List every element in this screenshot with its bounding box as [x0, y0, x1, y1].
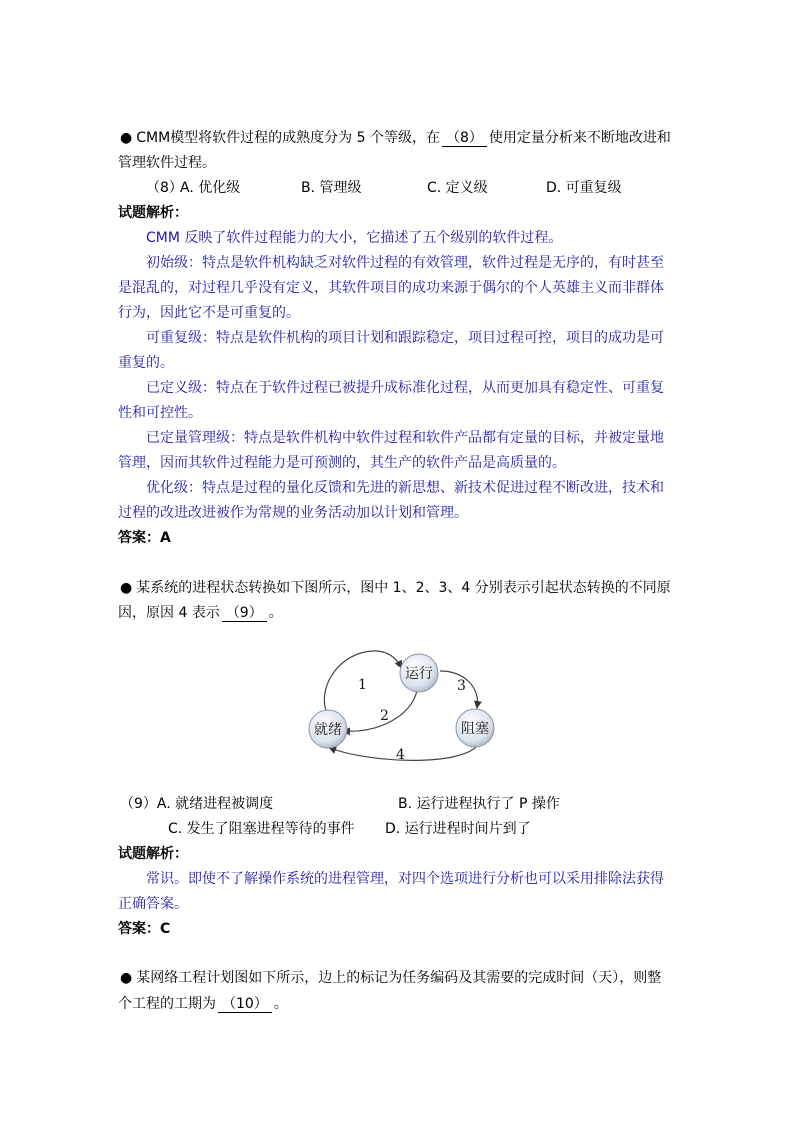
- bullet-icon: ●: [120, 580, 133, 596]
- q8-option-d: D. 可重复级: [546, 180, 622, 196]
- q9-stem-line-1: [120, 578, 671, 598]
- q10-stem-line-2: [118, 994, 288, 1014]
- edge-2-label: 2: [380, 708, 389, 724]
- q8-analysis-line: 已定义级：特点在于软件过程已被提升成标准化过程，从而更加具有稳定性、可重复: [146, 380, 664, 396]
- q9-options-row-1: [120, 794, 273, 814]
- q8-stem-line-2: 管理软件过程。: [118, 155, 216, 171]
- edge-1-label: 1: [358, 677, 367, 693]
- edge-3-label: 3: [457, 678, 466, 694]
- state-running-label: 运行: [405, 666, 433, 682]
- q8-analysis-line: 管理，因而其软件过程能力是可预测的，其生产的软件产品是高质量的。: [118, 455, 566, 471]
- q9-stem-b: 因，原因 4 表示: [118, 605, 220, 621]
- q8-option-a: A. 优化级: [180, 180, 241, 196]
- q8-stem-line-1: [120, 128, 671, 148]
- q8-analysis-line: 重复的。: [118, 355, 174, 371]
- process-state-diagram: [300, 645, 510, 770]
- q9-option-c: C. 发生了阻塞进程等待的事件: [168, 821, 355, 837]
- q10-stem-line-1: [120, 968, 661, 988]
- q9-analysis-line: 常识。即使不了解操作系统的进程管理，对四个选项进行分析也可以采用排除法获得: [146, 871, 664, 887]
- q8-answer: 答案：A: [118, 530, 171, 546]
- state-blocked-label: 阻塞: [461, 721, 489, 737]
- q9-answer: 答案：C: [118, 921, 171, 937]
- q9-options-prefix: （9）: [120, 796, 157, 812]
- q8-analysis-line: 可重复级：特点是软件机构的项目计划和跟踪稳定，项目过程可控，项目的成功是可: [146, 330, 664, 346]
- q8-stem-a: CMM模型将软件过程的成熟度分为 5 个等级，在: [136, 130, 440, 146]
- q9-option-a: A. 就绪进程被调度: [156, 796, 274, 812]
- q8-blank: （8）: [442, 130, 487, 147]
- q8-analysis-line: 性和可控性。: [118, 405, 202, 421]
- q9-analysis-label: 试题解析：: [118, 846, 188, 862]
- q8-analysis-line: 初始级：特点是软件机构缺乏对软件过程的有效管理，软件过程是无序的，有时甚至: [146, 255, 664, 271]
- q9-option-d: D. 运行进程时间片到了: [385, 821, 531, 837]
- edge-4-label: 4: [396, 747, 405, 763]
- q10-blank: （10）: [218, 996, 272, 1013]
- q8-analysis-line: 行为，因此它不是可重复的。: [118, 305, 300, 321]
- q10-stem-b: 个工程的工期为: [118, 996, 216, 1012]
- q8-analysis-line: 是混乱的，对过程几乎没有定义，其软件项目的成功来源于偶尔的个人英雄主义而非群体: [118, 280, 664, 296]
- q8-analysis-line: 优化级：特点是过程的量化反馈和先进的新思想、新技术促进过程不断改进，技术和: [146, 480, 664, 496]
- state-ready-label: 就绪: [314, 722, 342, 738]
- q8-analysis-line: 过程的改进改进被作为常规的业务活动加以计划和管理。: [118, 505, 468, 521]
- bullet-icon: ●: [120, 970, 133, 986]
- q8-analysis-line: 已定量管理级：特点是软件机构中软件过程和软件产品都有定量的目标，并被定量地: [146, 430, 664, 446]
- q9-option-b: B. 运行进程执行了 P 操作: [398, 796, 560, 812]
- q8-stem-b: 使用定量分析来不断地改进和: [488, 130, 671, 146]
- q9-stem-a: 某系统的进程状态转换如下图所示，图中 1、2、3、4 分别表示引起状态转换的不同原: [136, 580, 671, 596]
- q9-blank: （9）: [222, 605, 267, 622]
- q8-analysis-label: 试题解析：: [118, 205, 188, 221]
- q9-stem-line-2: [118, 603, 283, 623]
- q9-analysis-line: 正确答案。: [118, 896, 188, 912]
- bullet-icon: ●: [120, 130, 133, 146]
- q8-option-b: B. 管理级: [301, 180, 362, 196]
- q8-option-c: C. 定义级: [427, 180, 488, 196]
- q9-stem-c: 。: [268, 605, 283, 621]
- q10-stem-c: 。: [273, 996, 288, 1012]
- q8-analysis-line: CMM 反映了软件过程能力的大小，它描述了五个级别的软件过程。: [146, 230, 563, 246]
- q10-stem-a: 某网络工程计划图如下所示，边上的标记为任务编码及其需要的完成时间（天），则整: [136, 970, 662, 986]
